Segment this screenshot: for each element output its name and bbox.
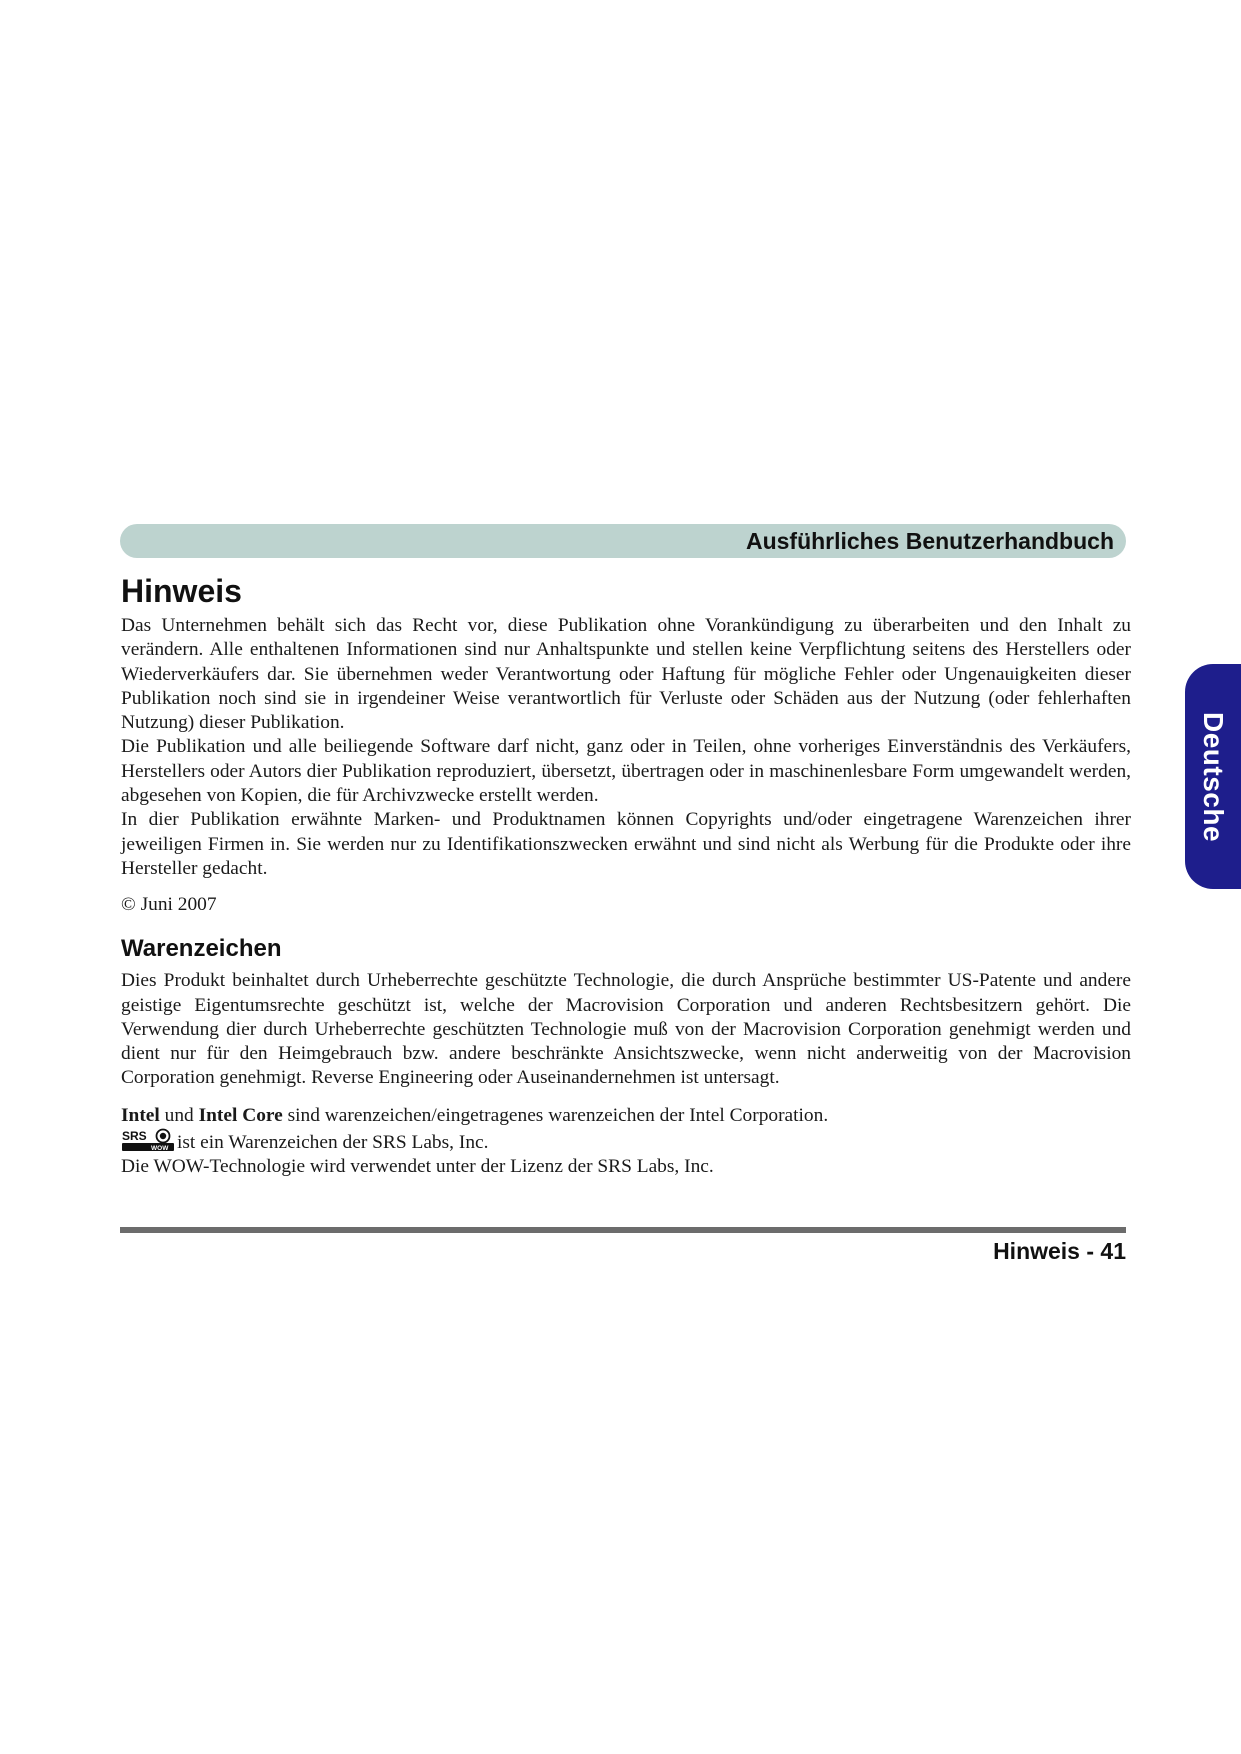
language-tab-label: Deutsche <box>1198 711 1229 842</box>
srs-logo-sub: WOW <box>151 1145 169 1153</box>
section-title-warenzeichen: Warenzeichen <box>121 935 282 963</box>
page-content <box>121 568 1131 1180</box>
warenzeichen-paragraph: Dies Produkt beinhaltet durch Urheberrechte geschützte Technologie, die durch Ansprüche bestimmter US-Patente und andere geistige Eigentumsrechte geschützt ist, welche der Macrovision Corporation und anderen Rechtsbesitzern gehört. Die Verwendung dier durch Urheberrechte geschützten Technologie muß von der Macrovision Corporation genehmigt werden und dient nur für den Heimgebrauch bzw. andere beschränkte Ansichtszwecke, wenn nicht anderweitig von der Macrovision Corporation genehmigt. Reverse Engineering oder Auseinandernehmen ist untersagt. <box>121 970 1131 1089</box>
header-bar <box>120 524 1126 558</box>
page-number: Hinweis - 41 <box>993 1238 1126 1264</box>
intel-core-label: Intel Core <box>198 1104 283 1126</box>
language-tab[interactable] <box>1185 664 1241 889</box>
trademark-lines <box>121 1104 1131 1180</box>
intel-connector: und <box>159 1104 199 1126</box>
intel-label: Intel <box>121 1104 160 1126</box>
srs-logo-text: SRS <box>122 1129 147 1144</box>
hinweis-paragraph-2: Die Publikation und alle beiliegende Software darf nicht, ganz oder in Teilen, ohne vorheriges Einverständnis des Verkäufers, Herstellers oder Autors dier Publikation reproduziert, übersetzt, übertragen oder in maschinenlesbare Form umgewandelt werden, abgesehen von Kopien, die für Archivzwecke erstellt werden. <box>121 736 1131 807</box>
srs-wow-logo-icon <box>121 1128 175 1152</box>
copyright-date: © Juni 2007 <box>121 894 217 916</box>
hinweis-paragraph-3: In dier Publikation erwähnte Marken- und Produktnamen können Copyrights und/oder eingetragene Warenzeichen ihrer jeweiligen Firmen in. Sie werden nur zu Identifikationszwecken erwähnt und sind nicht als Werbung für die Produkte oder ihre Hersteller gedacht. <box>121 809 1131 879</box>
intel-trademark-line <box>121 1104 1131 1128</box>
hinweis-paragraph-1: Das Unternehmen behält sich das Recht vor, diese Publikation ohne Vorankündigung zu überarbeiten und den Inhalt zu verändern. Alle enthaltenen Informationen sind nur Anhaltspunkte und stellen keine Verpflichtung seitens des Herstellers oder Wiederverkäufers dar. Sie übernehmen weder Verantwortung oder Haftung für mögliche Fehler oder Ungenauigkeiten dieser Publikation noch sind sie in irgendeiner Weise verantwortlich für Verluste oder Schäden aus der Nutzung (oder fehlerhaften Nutzung) dieser Publikation. <box>121 615 1131 734</box>
page-title: Hinweis <box>121 573 242 609</box>
srs-trademark-line <box>121 1128 1131 1155</box>
srs-trademark-text: ist ein Warenzeichen der SRS Labs, Inc. <box>177 1132 489 1154</box>
manual-title: Ausführliches Benutzerhandbuch <box>745 528 1114 554</box>
intel-trademark-text: sind warenzeichen/eingetragenes warenzeichen der Intel Corporation. <box>282 1104 829 1126</box>
footer-rule <box>120 1227 1126 1233</box>
wow-license-line: Die WOW-Technologie wird verwendet unter der Lizenz der SRS Labs, Inc. <box>121 1156 714 1178</box>
